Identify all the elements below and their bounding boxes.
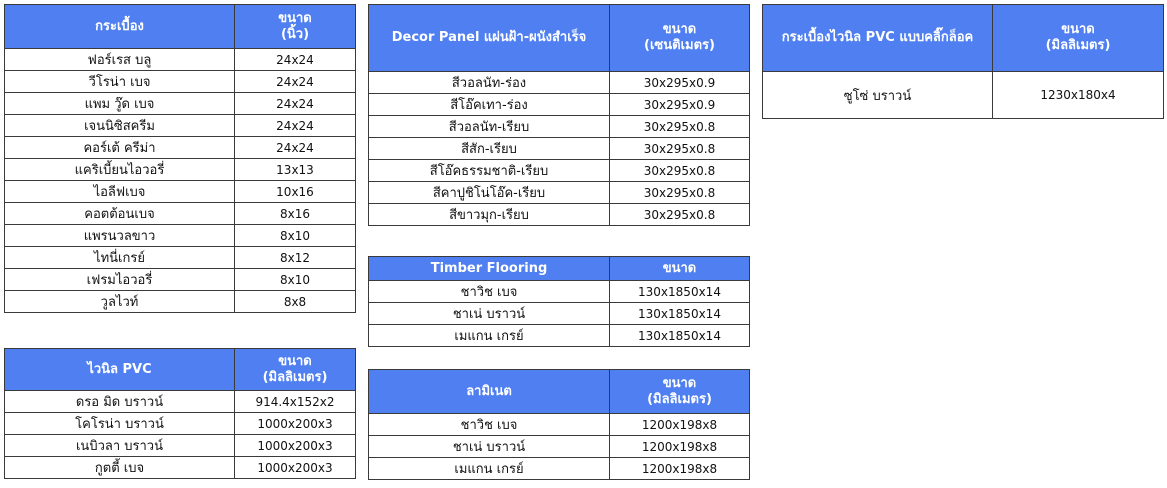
product-size-cell: 1000x200x3 bbox=[235, 413, 356, 435]
table-row bbox=[369, 414, 750, 436]
table-row bbox=[369, 204, 750, 226]
product-size-cell: 914.4x152x2 bbox=[235, 391, 356, 413]
decor-panel-table-body bbox=[369, 72, 750, 226]
laminate-table bbox=[368, 369, 750, 480]
table-header-row bbox=[5, 349, 356, 391]
product-size-cell: 8x16 bbox=[235, 203, 356, 225]
product-name-cell: เนบิวลา บราวน์ bbox=[5, 435, 235, 457]
product-size-cell: 8x10 bbox=[235, 269, 356, 291]
product-name-cell: เมแกน เกรย์ bbox=[369, 458, 610, 480]
table-header-row bbox=[763, 5, 1164, 72]
vinyl-table bbox=[4, 348, 356, 479]
table-row bbox=[5, 291, 356, 313]
size-header-line1: ขนาด bbox=[1061, 22, 1095, 37]
tiles-table-body bbox=[5, 49, 356, 313]
product-size-cell: 24x24 bbox=[235, 115, 356, 137]
size-column-header bbox=[993, 5, 1164, 72]
table-row bbox=[369, 281, 750, 303]
size-column-header bbox=[235, 5, 356, 49]
size-column-header bbox=[610, 370, 750, 414]
size-header-line2: (นิ้ว) bbox=[280, 26, 310, 42]
timber-flooring-table bbox=[368, 256, 750, 347]
product-size-cell: 30x295x0.8 bbox=[610, 116, 750, 138]
product-size-cell: 1200x198x8 bbox=[610, 458, 750, 480]
product-size-cell: 30x295x0.8 bbox=[610, 160, 750, 182]
table-row bbox=[5, 247, 356, 269]
product-name-cell: สีสัก-เรียบ bbox=[369, 138, 610, 160]
product-size-cell: 24x24 bbox=[235, 71, 356, 93]
product-name-cell: สีคาปูชิโน่โอ๊ค-เรียบ bbox=[369, 182, 610, 204]
product-size-cell: 1000x200x3 bbox=[235, 435, 356, 457]
product-name-cell: ดรอ มิด บราวน์ bbox=[5, 391, 235, 413]
click-lock-vinyl-table bbox=[762, 4, 1164, 119]
table-row bbox=[5, 203, 356, 225]
table-row bbox=[763, 72, 1164, 119]
table-row bbox=[369, 94, 750, 116]
name-column-header: Timber Flooring bbox=[369, 257, 610, 281]
product-name-cell: ไทนี่เกรย์ bbox=[5, 247, 235, 269]
size-header-line1: ขนาด bbox=[662, 375, 697, 391]
size-header-line1: ขนาด bbox=[662, 22, 697, 37]
table-row bbox=[369, 436, 750, 458]
product-name-cell: เฟรมไอวอรี่ bbox=[5, 269, 235, 291]
size-header-line2: (เซนติเมตร) bbox=[644, 38, 715, 53]
size-header-line2: (มิลลิเมตร) bbox=[1045, 38, 1111, 53]
size-column-header bbox=[235, 349, 356, 391]
product-name-cell: แพรนวลขาว bbox=[5, 225, 235, 247]
product-size-cell: 24x24 bbox=[235, 49, 356, 71]
size-column-header bbox=[610, 5, 750, 72]
table-row bbox=[369, 138, 750, 160]
table-header-row bbox=[369, 370, 750, 414]
name-column-header: ไวนิล PVC bbox=[5, 349, 235, 391]
table-row bbox=[5, 137, 356, 159]
product-name-cell: สีวอลนัท-ร่อง bbox=[369, 72, 610, 94]
vinyl-table-body bbox=[5, 391, 356, 479]
product-name-cell: ชาวิช เบจ bbox=[369, 414, 610, 436]
product-size-cell: 8x8 bbox=[235, 291, 356, 313]
product-size-cell: 24x24 bbox=[235, 137, 356, 159]
name-column-header: Decor Panel แผ่นฝ้า-ผนังสำเร็จ bbox=[369, 5, 610, 72]
table-row bbox=[369, 325, 750, 347]
product-name-cell: ชาเน่ บราวน์ bbox=[369, 303, 610, 325]
product-name-cell: ฟอร์เรส บลู bbox=[5, 49, 235, 71]
click-lock-vinyl-table-body bbox=[763, 72, 1164, 119]
product-name-cell: วูลไวท์ bbox=[5, 291, 235, 313]
size-header-line1: ขนาด bbox=[278, 353, 312, 369]
product-size-cell: 8x12 bbox=[235, 247, 356, 269]
table-row bbox=[5, 71, 356, 93]
table-row bbox=[5, 435, 356, 457]
table-row bbox=[5, 457, 356, 479]
product-name-cell: ไอลีฟเบจ bbox=[5, 181, 235, 203]
product-name-cell: วีโรน่า เบจ bbox=[5, 71, 235, 93]
table-row bbox=[5, 269, 356, 291]
decor-panel-table bbox=[368, 4, 750, 226]
product-name-cell: คอตต้อนเบจ bbox=[5, 203, 235, 225]
product-size-cell: 130x1850x14 bbox=[610, 281, 750, 303]
table-row bbox=[369, 116, 750, 138]
product-name-cell: ชาเน่ บราวน์ bbox=[369, 436, 610, 458]
table-row bbox=[5, 391, 356, 413]
product-name-cell: แพม วู๊ด เบจ bbox=[5, 93, 235, 115]
product-name-cell: โคโรน่า บราวน์ bbox=[5, 413, 235, 435]
table-row bbox=[5, 115, 356, 137]
name-column-header: ลามิเนต bbox=[369, 370, 610, 414]
table-row bbox=[5, 413, 356, 435]
product-size-cell: 1000x200x3 bbox=[235, 457, 356, 479]
product-size-cell: 130x1850x14 bbox=[610, 325, 750, 347]
table-row bbox=[369, 72, 750, 94]
table-row bbox=[369, 303, 750, 325]
product-name-cell: ซูโซ่ บราวน์ bbox=[763, 72, 993, 119]
product-name-cell: กูตตี้ เบจ bbox=[5, 457, 235, 479]
name-column-header: กระเบื้องไวนิล PVC แบบคลิ๊กล็อค bbox=[763, 5, 993, 72]
size-header-line1: ขนาด bbox=[278, 10, 312, 26]
product-name-cell: สีโอ๊คเทา-ร่อง bbox=[369, 94, 610, 116]
product-size-cell: 30x295x0.9 bbox=[610, 72, 750, 94]
timber-flooring-table-body bbox=[369, 281, 750, 347]
size-header-line2: (มิลลิเมตร) bbox=[647, 391, 712, 407]
product-size-cell: 10x16 bbox=[235, 181, 356, 203]
product-size-cell: 30x295x0.8 bbox=[610, 182, 750, 204]
product-name-cell: เจนนิซิสครีม bbox=[5, 115, 235, 137]
table-row bbox=[5, 181, 356, 203]
product-size-cell: 1200x198x8 bbox=[610, 436, 750, 458]
product-size-cell: 30x295x0.9 bbox=[610, 94, 750, 116]
laminate-table-body bbox=[369, 414, 750, 480]
product-size-cell: 24x24 bbox=[235, 93, 356, 115]
product-size-cell: 30x295x0.8 bbox=[610, 138, 750, 160]
product-size-cell: 8x10 bbox=[235, 225, 356, 247]
product-name-cell: สีวอลนัท-เรียบ bbox=[369, 116, 610, 138]
name-column-header: กระเบื้อง bbox=[5, 5, 235, 49]
product-size-cell: 1200x198x8 bbox=[610, 414, 750, 436]
table-header-row bbox=[369, 5, 750, 72]
size-column-header: ขนาด bbox=[610, 257, 750, 281]
product-name-cell: สีโอ๊คธรรมชาติ-เรียบ bbox=[369, 160, 610, 182]
product-size-cell: 1230x180x4 bbox=[993, 72, 1164, 119]
table-row bbox=[5, 49, 356, 71]
table-row bbox=[369, 182, 750, 204]
product-name-cell: ชาวิช เบจ bbox=[369, 281, 610, 303]
table-header-row bbox=[369, 257, 750, 281]
product-name-cell: แคริเบี้ยนไอวอรี่ bbox=[5, 159, 235, 181]
tiles-table bbox=[4, 4, 356, 313]
table-header-row bbox=[5, 5, 356, 49]
table-row bbox=[5, 93, 356, 115]
table-row bbox=[369, 458, 750, 480]
product-size-cell: 13x13 bbox=[235, 159, 356, 181]
size-header-line2: (มิลลิเมตร) bbox=[262, 369, 328, 385]
product-size-cell: 30x295x0.8 bbox=[610, 204, 750, 226]
table-row bbox=[5, 225, 356, 247]
product-name-cell: สีขาวมุก-เรียบ bbox=[369, 204, 610, 226]
table-row bbox=[369, 160, 750, 182]
table-row bbox=[5, 159, 356, 181]
product-name-cell: คอร์เต้ ครีม่า bbox=[5, 137, 235, 159]
product-name-cell: เมแกน เกรย์ bbox=[369, 325, 610, 347]
product-size-cell: 130x1850x14 bbox=[610, 303, 750, 325]
